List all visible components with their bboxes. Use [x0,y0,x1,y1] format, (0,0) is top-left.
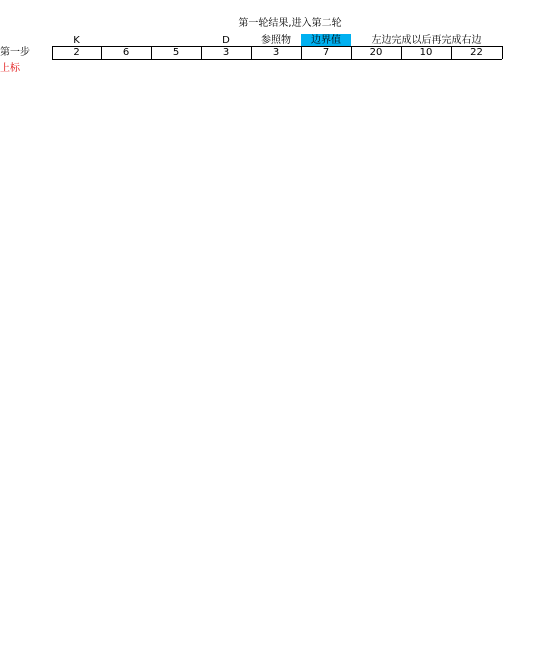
step-1-value-cell: 3 [272,47,280,58]
step-header-cell: 参照物 [261,35,291,46]
step-1-value-cell: 3 [222,47,230,58]
step-1-grid [502,46,503,59]
step-1-value-cell: 2 [73,47,80,58]
step-1-value-cell: 20 [369,47,383,58]
step-header-cell: K [73,35,80,46]
page-title: 第一轮结果,进入第二轮 [238,18,342,29]
step-1-value-cell: 7 [322,47,330,58]
step-1-value-cell: 22 [470,47,483,58]
step-1-label: 第一步 [0,47,30,58]
step-1-upper-label: 上标 [0,63,20,74]
step-header-cell: 左边完成以后再完成右边 [371,35,482,46]
step-1-value-cell: 5 [172,47,180,58]
step-header-cell: 边界值 [301,34,351,47]
step-1-value-cell: 10 [419,47,433,58]
step-1-row-bottom [52,59,502,60]
step-1-value-cell: 6 [122,47,130,58]
step-header-cell: D [222,35,230,46]
